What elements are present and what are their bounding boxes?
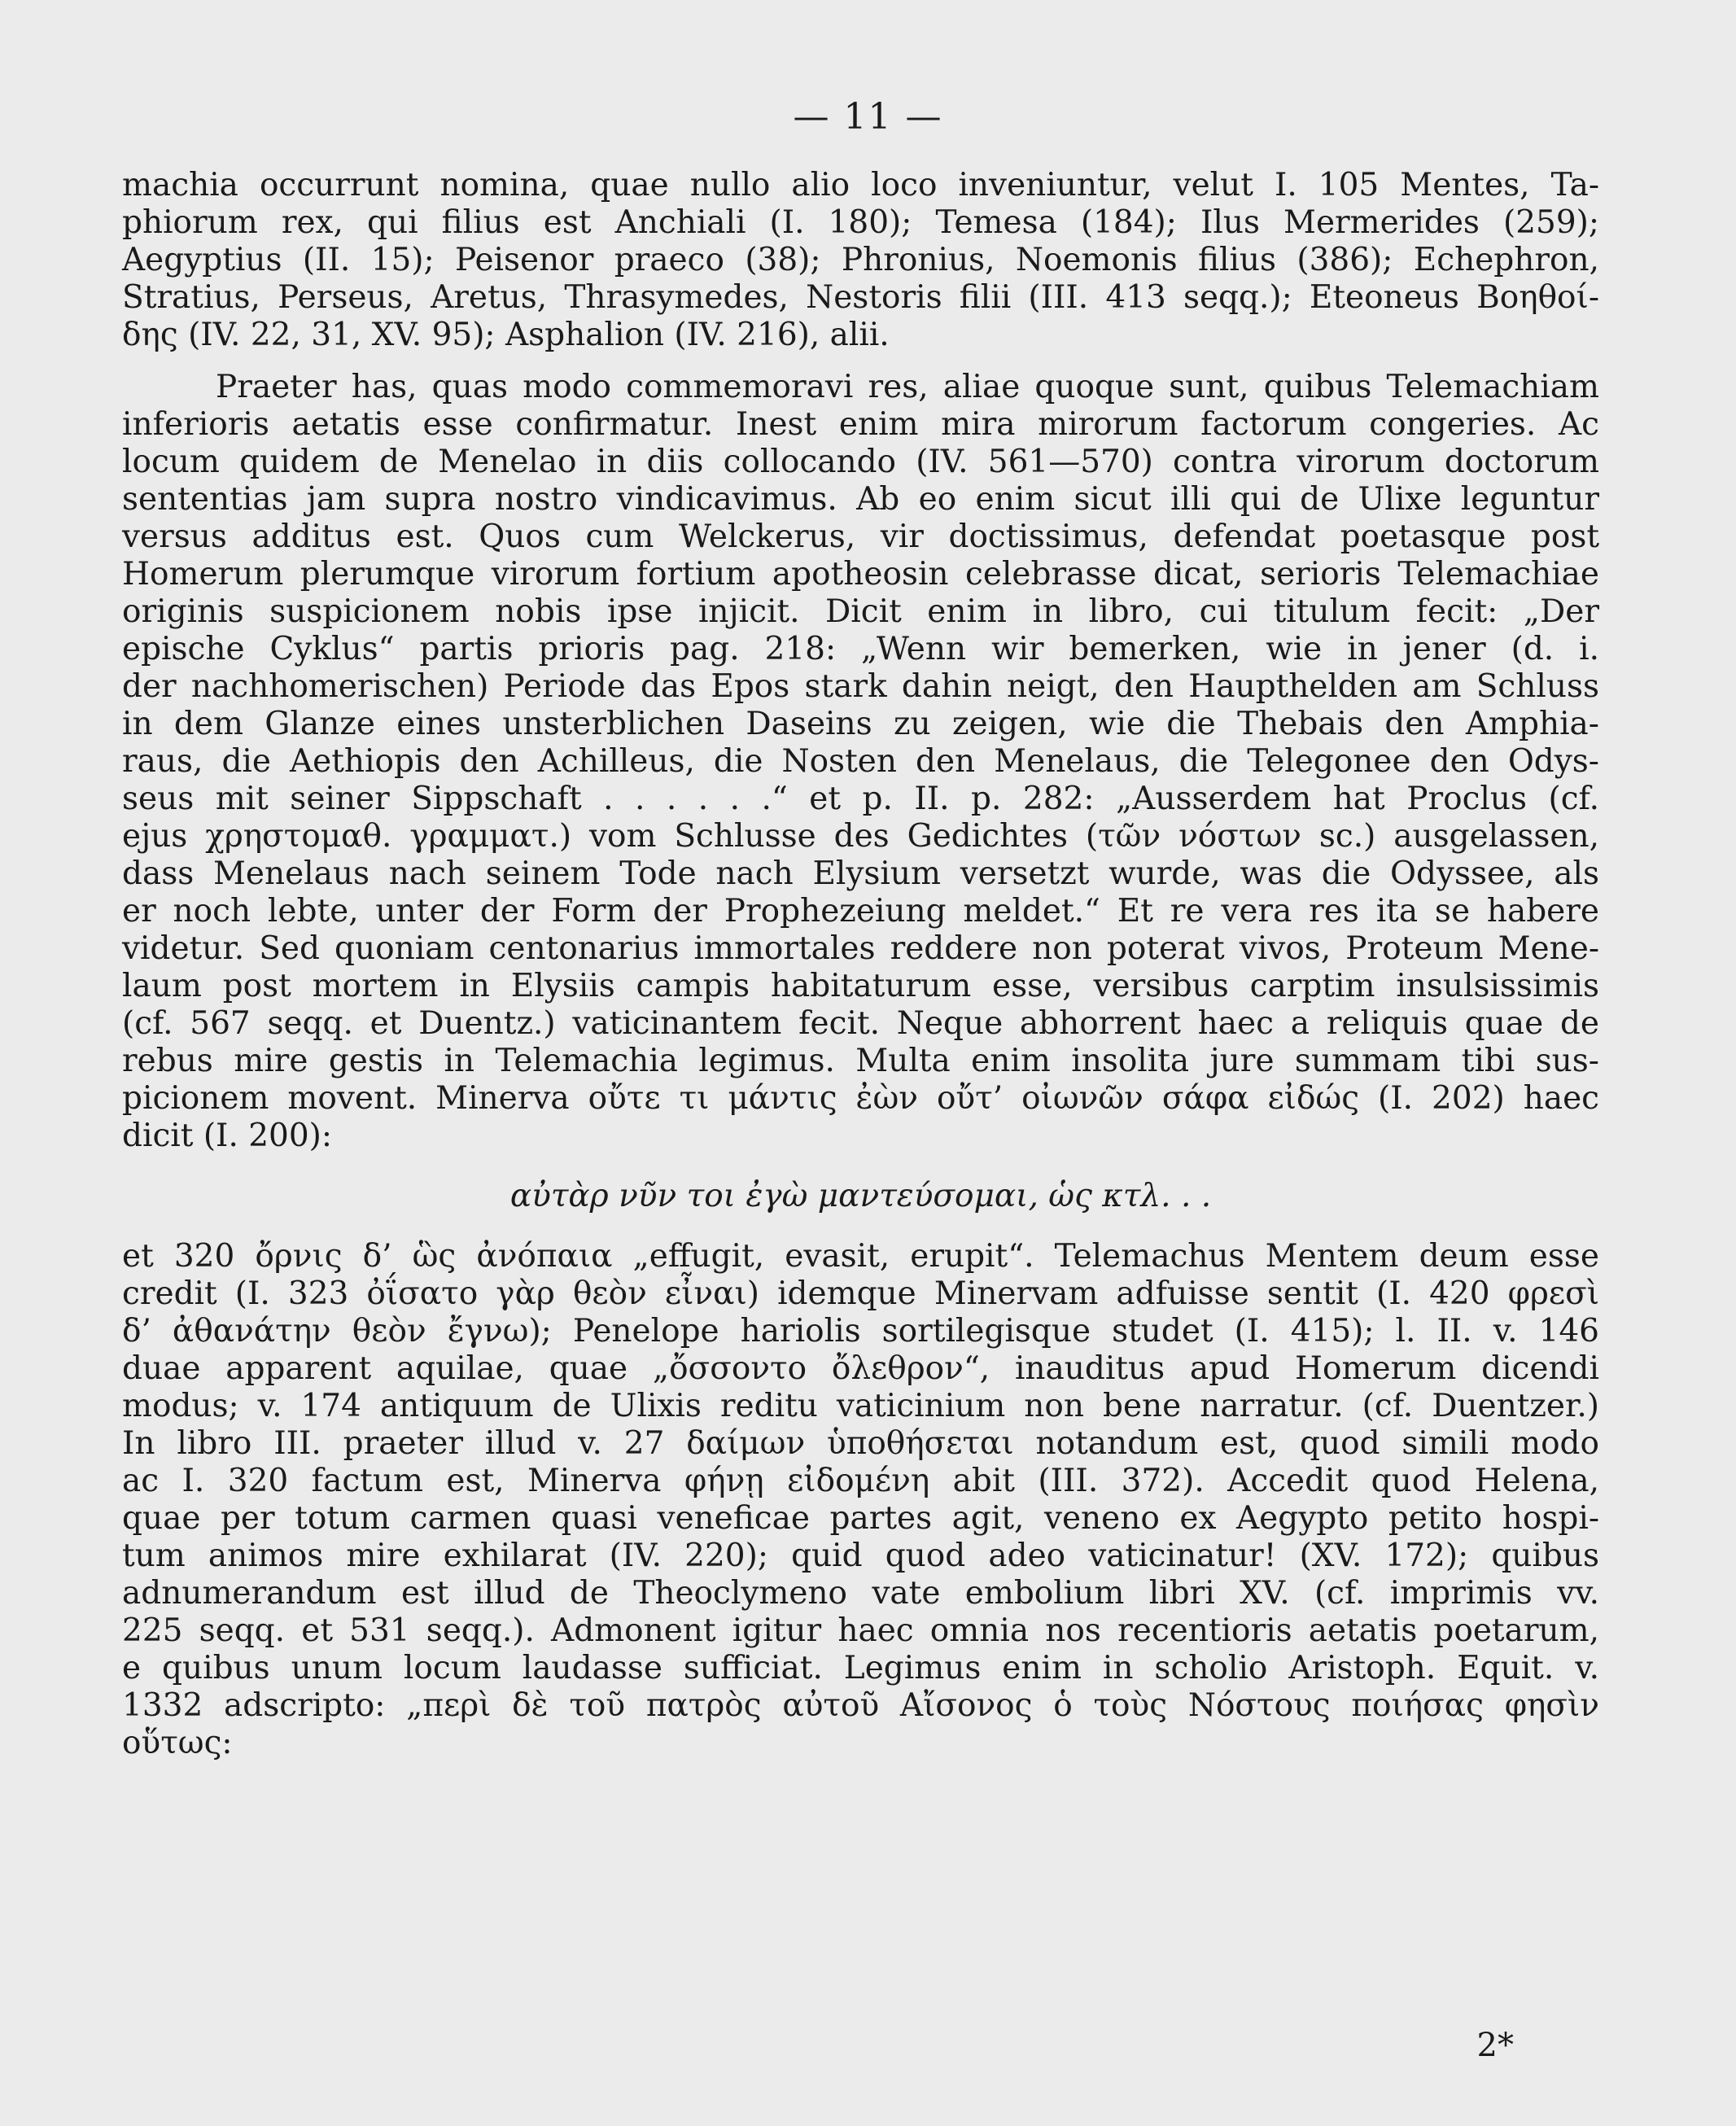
text-line: rebus mire gestis in Telemachia legimus. Multa enim insolita jure summam tibi sus- [122, 1043, 1599, 1079]
text-line: δης (IV. 22, 31, XV. 95); Asphalion (IV. 216), alii. [122, 317, 890, 353]
verse-gap [122, 1155, 1599, 1178]
text-line: modus; v. 174 antiquum de Ulixis reditu vaticinium non bene narratur. (cf. Duentzer.) [122, 1388, 1599, 1424]
body-text [122, 167, 1599, 1762]
text-line: seus mit seiner Sippschaft . . . . . .“ et p. II. p. 282: „Ausserdem hat Proclus (cf. [122, 781, 1599, 817]
text-line: Praeter has, quas modo commemoravi res, aliae quoque sunt, quibus Telemachiam [216, 369, 1599, 405]
page-number: — 11 — [793, 96, 943, 138]
signature-mark: 2* [1476, 2027, 1514, 2064]
text-line: e quibus unum locum laudasse sufficiat. Legimus enim in scholio Aristoph. Equit. v. [122, 1650, 1599, 1686]
text-line: dass Menelaus nach seinem Tode nach Elysium versetzt wurde, was die Odyssee, als [122, 855, 1599, 892]
verse-gap [122, 1215, 1599, 1238]
text-line: Aegyptius (II. 15); Peisenor praeco (38); Phronius, Noemonis filius (386); Echephron, [122, 242, 1599, 278]
text-line: picionem movent. Minerva οὔτε τι μάντις ἐὼν οὔτ’ οἰωνῶν σάφα εἰδώς (I. 202) haec [122, 1080, 1599, 1117]
text-line: ac I. 320 factum est, Minerva φήνῃ εἰδομένη abit (III. 372). Accedit quod Helena, [122, 1463, 1599, 1499]
paragraph-1 [122, 167, 1599, 354]
text-line: videtur. Sed quoniam centonarius immortales reddere non poterat vivos, Proteum Mene- [122, 930, 1599, 967]
text-line: (cf. 567 seqq. et Duentz.) vaticinantem fecit. Neque abhorrent haec a reliquis quae de [122, 1005, 1599, 1042]
text-line: adnumerandum est illud de Theoclymeno vate embolium libri XV. (cf. imprimis vv. [122, 1575, 1599, 1612]
verse-quotation [122, 1178, 1599, 1215]
paragraph-2 [122, 369, 1599, 1155]
text-line: in dem Glanze eines unsterblichen Daseins zu zeigen, wie die Thebais den Amphia- [122, 706, 1599, 742]
text-line: tum animos mire exhilarat (IV. 220); quid quod adeo vaticinatur! (XV. 172); quibus [122, 1538, 1599, 1574]
text-line: Stratius, Perseus, Aretus, Thrasymedes, Nestoris filii (III. 413 seqq.); Eteoneus Βοηθοί- [122, 279, 1599, 316]
text-line: credit (I. 323 ὀΐσατο γὰρ θεὸν εἶναι) idemque Minervam adfuisse sentit (I. 420 φρεσὶ [122, 1275, 1599, 1312]
text-line: dicit (I. 200): [122, 1118, 333, 1154]
verse-line: αὐτὰρ νῦν τοι ἐγὼ μαντεύσομαι, ὡς κτλ. . . [509, 1178, 1212, 1214]
text-line: locum quidem de Menelao in diis collocando (IV. 561—570) contra virorum doctorum [122, 444, 1599, 480]
text-line: οὕτως: [122, 1725, 233, 1761]
text-line: quae per totum carmen quasi veneficae partes agit, veneno ex Aegypto petito hospi- [122, 1500, 1599, 1537]
text-line: 225 seqq. et 531 seqq.). Admonent igitur haec omnia nos recentioris aetatis poetarum, [122, 1612, 1599, 1649]
text-line: et 320 ὄρνις δ’ ὣς ἀνόπαια „effugit, evasit, erupit“. Telemachus Mentem deum esse [122, 1238, 1599, 1275]
text-line: laum post mortem in Elysiis campis habitaturum esse, versibus carptim insulsissimis [122, 968, 1599, 1004]
paragraph-3 [122, 1238, 1599, 1762]
text-line: epische Cyklus“ partis prioris pag. 218: „Wenn wir bemerken, wie in jener (d. i. [122, 631, 1599, 667]
paragraph-gap [122, 354, 1599, 369]
text-line: sententias jam supra nostro vindicavimus. Ab eo enim sicut illi qui de Ulixe leguntur [122, 481, 1599, 518]
text-line: In libro III. praeter illud v. 27 δαίμων ὑποθήσεται notandum est, quod simili modo [122, 1425, 1599, 1462]
text-line: versus additus est. Quos cum Welckerus, vir doctissimus, defendat poetasque post [122, 518, 1599, 555]
text-line: raus, die Aethiopis den Achilleus, die Nosten den Menelaus, die Telegonee den Odys- [122, 743, 1599, 780]
text-line: machia occurrunt nomina, quae nullo alio loco inveniuntur, velut I. 105 Mentes, Ta- [122, 167, 1599, 203]
text-line: Homerum plerumque virorum fortium apotheosin celebrasse dicat, serioris Telemachiae [122, 556, 1599, 593]
text-line: 1332 adscripto: „περὶ δὲ τοῦ πατρὸς αὐτοῦ Αἴσονος ὁ τοὺς Νόστους ποιήσας φησὶν [122, 1687, 1599, 1724]
text-line: er noch lebte, unter der Form der Prophezeiung meldet.“ Et re vera res ita se habere [122, 893, 1599, 930]
text-line: δ’ ἀθανάτην θεὸν ἔγνω); Penelope hariolis sortilegisque studet (I. 415); l. II. v. 146 [122, 1313, 1599, 1350]
text-line: der nachhomerischen) Periode das Epos stark dahin neigt, den Haupthelden am Schluss [122, 668, 1599, 705]
text-line: phiorum rex, qui filius est Anchiali (I. 180); Temesa (184); Ilus Mermerides (259); [122, 204, 1599, 241]
text-line: ejus χρηστομαθ. γραμματ.) vom Schlusse des Gedichtes (τῶν νόστων sc.) ausgelassen, [122, 818, 1599, 855]
text-line: originis suspicionem nobis ipse injicit. Dicit enim in libro, cui titulum fecit: „Der [122, 593, 1599, 630]
text-line: duae apparent aquilae, quae „ὄσσοντο ὄλεθρον“, inauditus apud Homerum dicendi [122, 1350, 1599, 1387]
text-line: inferioris aetatis esse confirmatur. Inest enim mira mirorum factorum congeries. Ac [122, 406, 1599, 443]
